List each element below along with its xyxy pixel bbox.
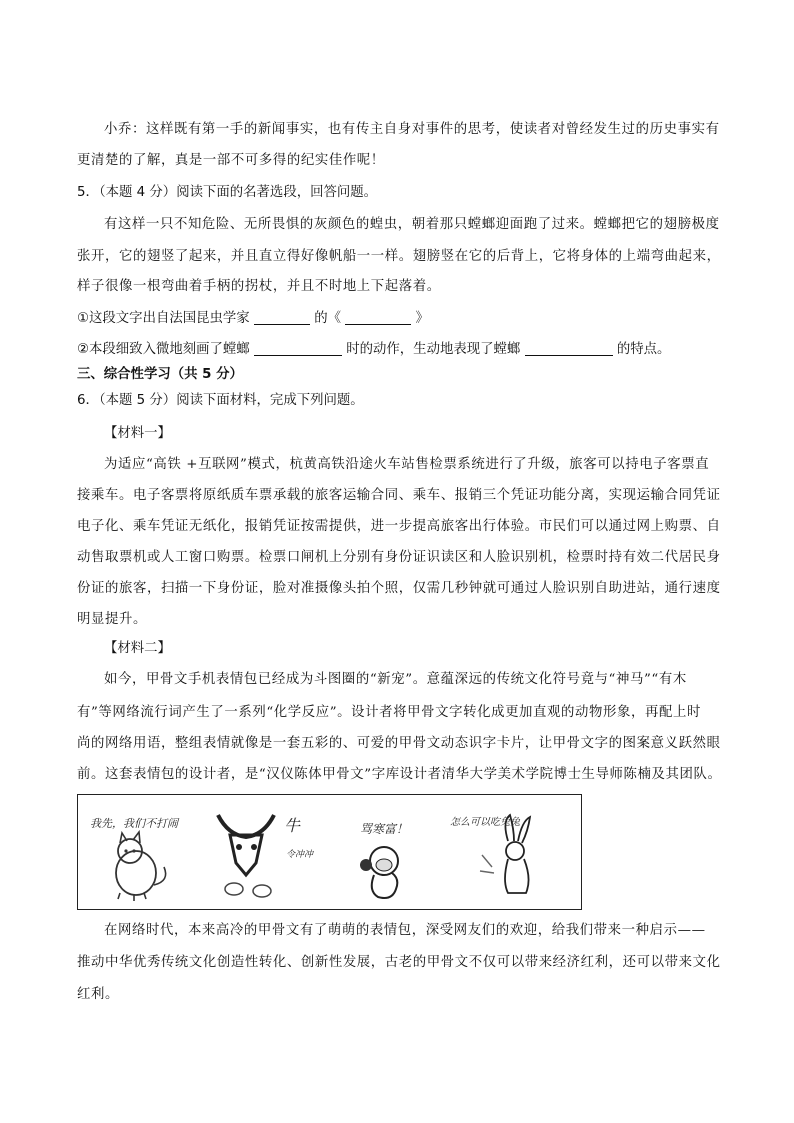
q5-title: 5．（本题 4 分）阅读下面的名著选段，回答问题。 [77,185,378,200]
sticker-2-caption: 令冲冲 [286,850,314,860]
action-answer-blank[interactable] [254,341,342,356]
oracle-bone-sticker-illustration [77,794,582,910]
section-3-title: 三、综合性学习（共 5 分） [77,367,243,382]
q5-sub1-text-a: ①这段文字出自法国昆虫学家 [77,311,250,326]
q5-passage-line-2: 张开，它的翅竖了起来，并且直立得好像帆船一一样。翅膀竖在它的后背上，它将身体的上端弯曲起来， [77,249,721,264]
sticker-drawings [78,795,583,911]
ox-sticker [218,815,314,897]
closing-line-1: 在网络时代，本来高冷的甲骨文有了萌萌的表情包，深受网友们的欢迎，给我们带来一种启示—— [104,923,706,938]
sticker-2-character: 牛 [284,816,301,835]
q5-sub1-text-b: 的《 [314,311,342,326]
q5-sub2-text-a: ②本段细致入微地刻画了螳螂 [77,342,250,357]
q5-sub2-text-c: 的特点。 [616,342,671,357]
cat-sticker [90,817,180,901]
book-title-answer-blank[interactable] [345,310,411,325]
material-2-line-2: 有”等网络流行词产生了一系列“化学反应”。设计者将甲骨文字转化成更加直观的动物形象，再配上时 [77,705,701,720]
sticker-3-caption: 骂寒富！ [360,822,409,836]
q5-sub1-text-c: 》 [415,311,429,326]
intro-line-2: 更清楚的了解，真是一部不可多得的纪实佳作呢！ [77,153,385,168]
material-1-line-4: 动售取票机或人工窗口购票。检票口闸机上分别有身份证识读区和人脸识别机，检票时持有效二代居民身 [77,550,721,565]
material-1-line-3: 电子化、乘车凭证无纸化，报销凭证按需提供，进一步提高旅客出行体验。市民们可以通过网上购票、自 [77,519,721,534]
material-1-line-5: 份证的旅客，扫描一下身份证，脸对准摄像头拍个照，仅需几秒钟就可通过人脸识别自助进站，通行速度 [77,581,721,596]
q6-title: 6．（本题 5 分）阅读下面材料，完成下列问题。 [77,393,364,408]
material-1-line-2: 接乘车。电子客票将原纸质车票承载的旅客运输合同、乘车、报销三个凭证功能分离，实现运输合同凭证 [77,488,721,503]
material-2-line-4: 前。这套表情包的设计者，是“汉仪陈体甲骨文”字库设计者清华大学美术学院博士生导师陈楠及其团队。 [77,767,722,782]
q5-subquestion-2 [77,340,670,360]
closing-line-3: 红利。 [77,987,119,1002]
material-1-heading: 【材料一】 [104,426,171,441]
trait-answer-blank[interactable] [525,341,613,356]
material-2-heading: 【材料二】 [104,641,171,656]
rabbit-sticker [450,815,530,893]
material-2-line-3: 尚的网络用语，整组表情就像是一套五彩的、可爱的甲骨文动态识字卡片，让甲骨文字的图案意义跃然眼 [77,736,721,751]
q5-passage-line-3: 样子很像一根弯曲着手柄的拐杖，并且不时地上下起落着。 [77,279,441,294]
intro-line-1: 小乔：这样既有第一手的新闻事实，也有传主自身对事件的思考，使读者对曾经发生过的历史事实有 [104,122,720,137]
sticker-1-caption: 我先，我们不打闹 [90,817,178,830]
closing-line-2: 推动中华优秀传统文化创造性转化、创新性发展，古老的甲骨文不仅可以带来经济红利，还可以带来文化 [77,955,721,970]
entomologist-answer-blank[interactable] [254,310,310,325]
q5-passage-line-1: 有这样一只不知危险、无所畏惧的灰颜色的蝗虫，朝着那只螳螂迎面跑了过来。螳螂把它的翅膀极度 [104,217,720,232]
monkey-sticker [360,822,408,898]
material-1-line-6: 明显提升。 [77,612,147,627]
q5-subquestion-1 [77,309,429,329]
sticker-4-caption: 怎么可以吃兔兔 [450,817,520,828]
material-2-line-1: 如今，甲骨文手机表情包已经成为斗图圈的“新宠”。意蕴深远的传统文化符号竟与“神马”“有木 [104,672,687,687]
material-1-line-1: 为适应“高铁 +互联网”模式，杭黄高铁沿途火车站售检票系统进行了升级，旅客可以持电子客票直 [104,457,710,472]
q5-sub2-text-b: 时的动作，生动地表现了螳螂 [346,342,521,357]
